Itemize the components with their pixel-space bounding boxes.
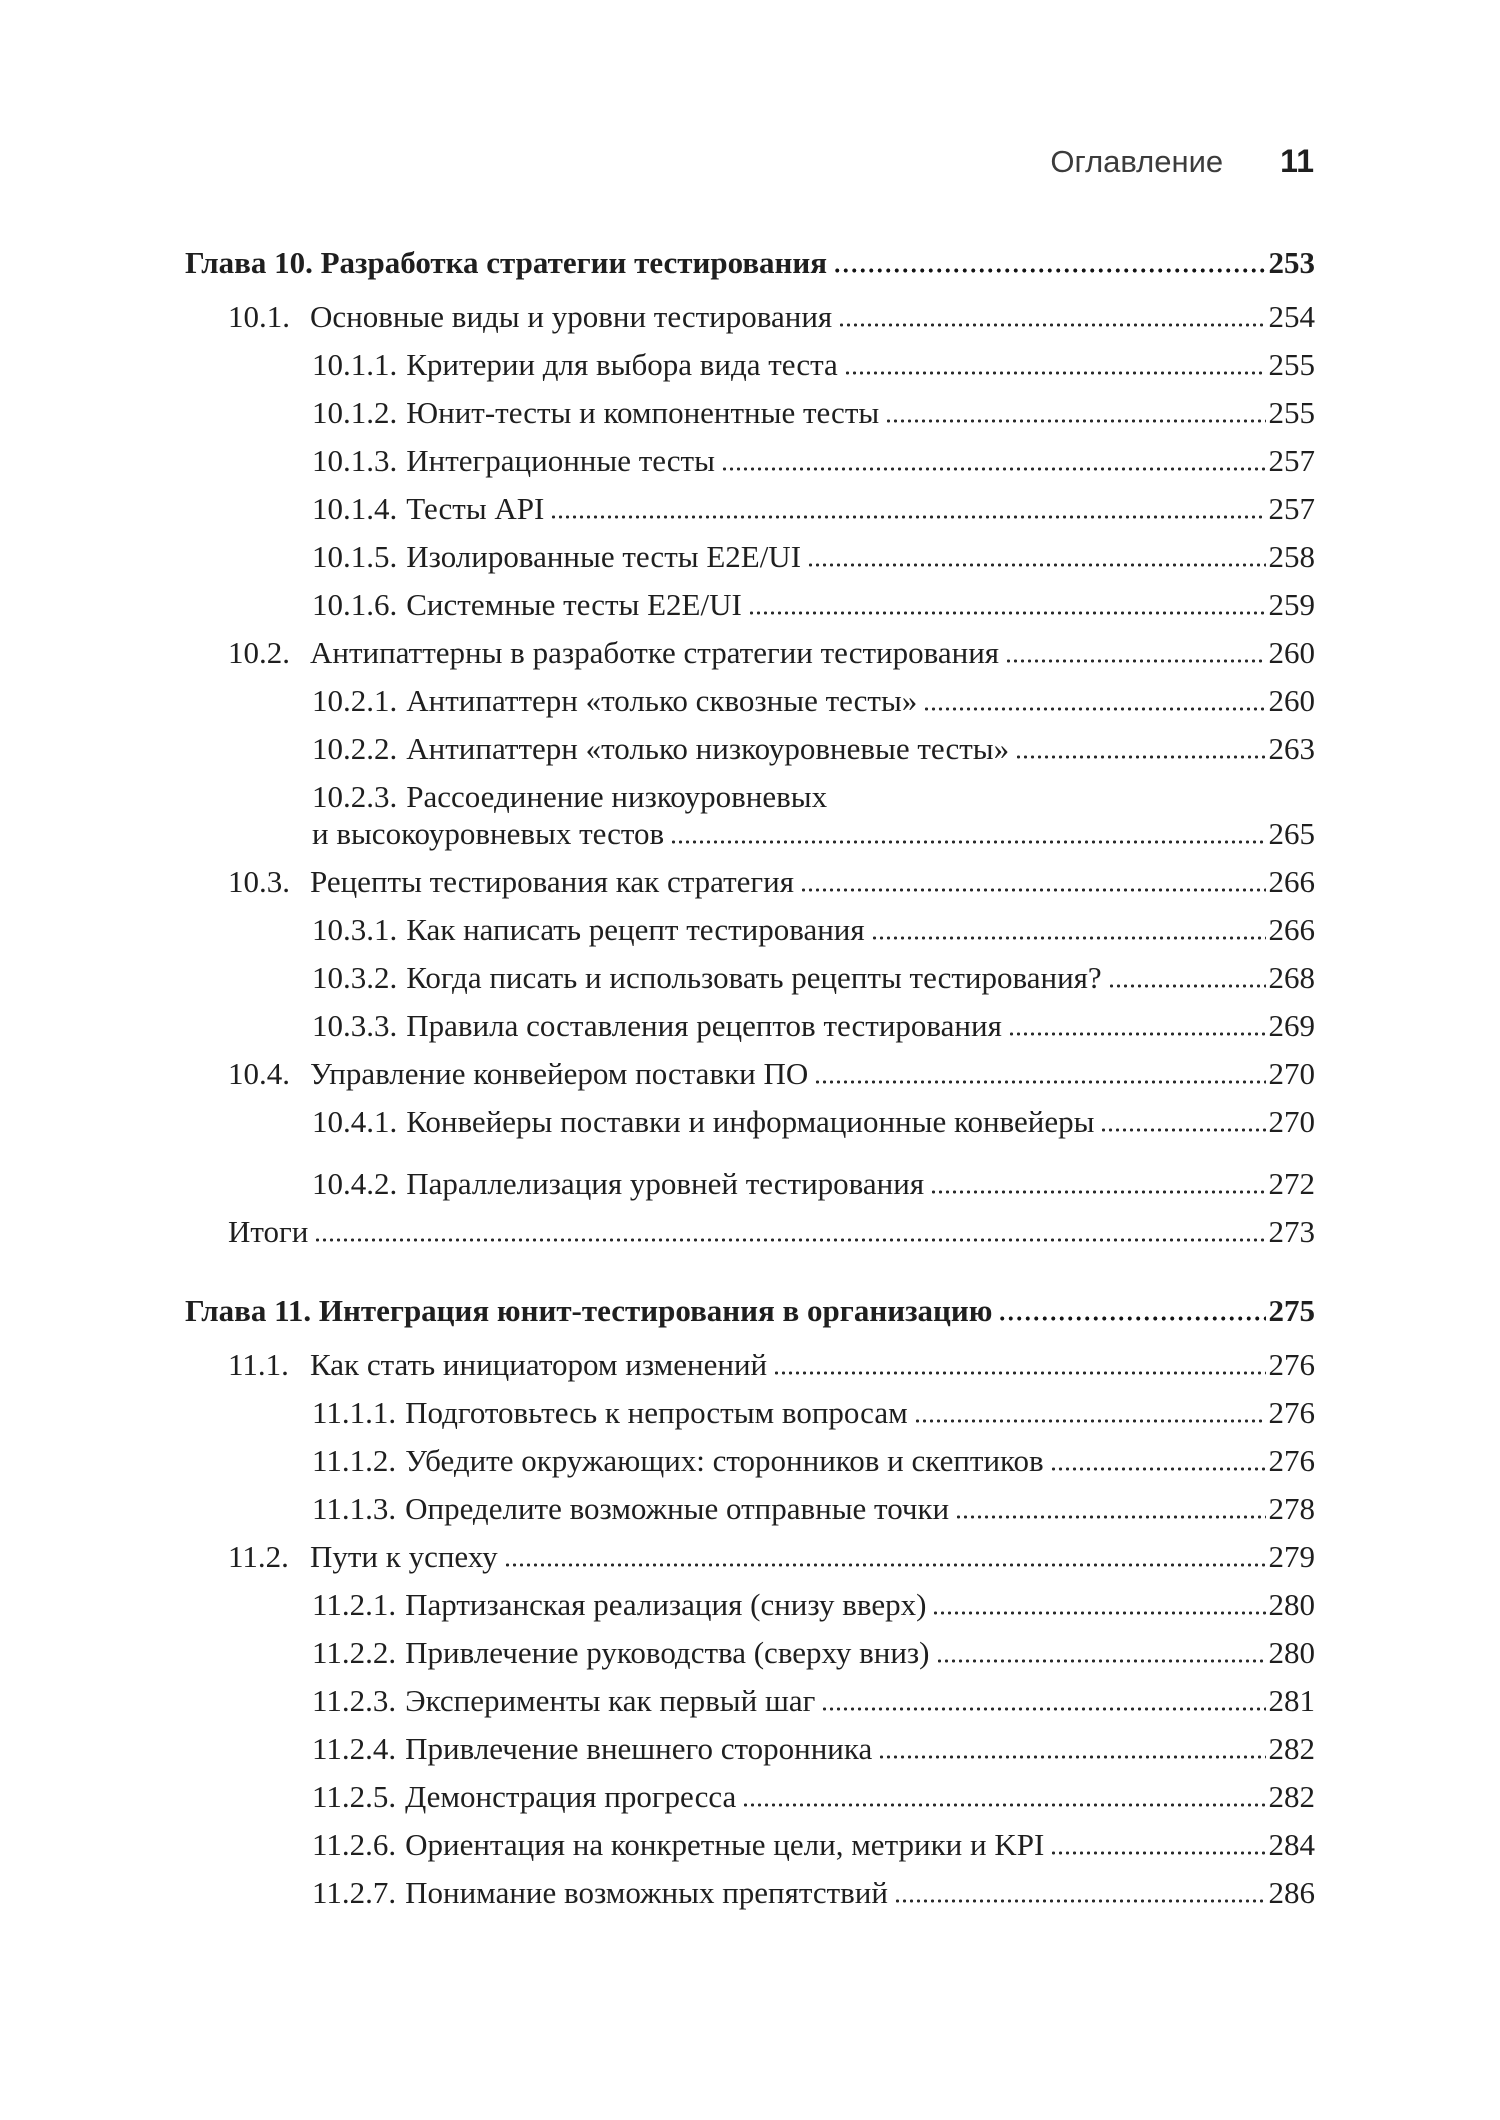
entry-number: 10.2. <box>228 634 290 670</box>
entry-title: Тесты API <box>406 490 545 526</box>
entry-page-number: 257 <box>1268 490 1315 526</box>
entry-page-number: 257 <box>1268 442 1315 478</box>
entry-number: 11.1. <box>228 1346 289 1382</box>
dot-leader <box>814 1080 1265 1084</box>
dot-leader <box>1050 1851 1265 1855</box>
entry-page-number: 255 <box>1268 346 1315 382</box>
toc-entry-10-1-3[interactable] <box>185 429 1315 477</box>
entry-title: Антипаттерн «только низкоуровневые тесты» <box>406 730 1010 766</box>
toc-entry-10-1-4[interactable] <box>185 477 1315 525</box>
chapter-label: Глава 10. Разработка стратегии тестирования <box>185 244 828 280</box>
toc-entry-11-2-7[interactable] <box>185 1861 1315 1909</box>
toc-entry-continuation[interactable] <box>185 813 1315 850</box>
entry-page-number: 270 <box>1268 1055 1315 1091</box>
dot-leader <box>1050 1467 1266 1471</box>
entry-number: 10.3.3. <box>312 1007 398 1043</box>
dot-leader <box>932 1611 1265 1615</box>
entry-title: Изолированные тесты E2E/UI <box>406 538 802 574</box>
entry-number: 11.2.6. <box>312 1826 397 1862</box>
toc-entry-10-3-1[interactable] <box>185 898 1315 946</box>
dot-leader <box>1108 984 1266 988</box>
entry-page-number: 282 <box>1268 1778 1315 1814</box>
entry-title: Определите возможные отправные точки <box>405 1490 950 1526</box>
dot-leader <box>936 1659 1266 1663</box>
entry-title: Интеграционные тесты <box>406 442 715 478</box>
entry-title: Понимание возможных препятствий <box>405 1874 888 1910</box>
entry-page-number: 270 <box>1268 1103 1315 1139</box>
toc-entry-10-4-2[interactable] <box>185 1152 1315 1200</box>
entry-title: Пути к успеху <box>310 1538 498 1574</box>
entry-title: Критерии для выбора вида теста <box>406 346 838 382</box>
entry-page-number: 266 <box>1268 911 1315 947</box>
entry-page-number: 268 <box>1268 959 1315 995</box>
entry-page-number: 281 <box>1268 1682 1315 1718</box>
entry-page-number: 273 <box>1268 1213 1315 1249</box>
entry-number: 10.3.1. <box>312 911 398 947</box>
dot-leader <box>742 1803 1265 1807</box>
dot-leader <box>833 268 1265 273</box>
entry-title: Партизанская реализация (снизу вверх) <box>405 1586 927 1622</box>
entry-number: 11.2. <box>228 1538 289 1574</box>
entry-title: Конвейеры поставки и информационные конвейеры <box>406 1103 1095 1139</box>
dot-leader <box>550 515 1265 519</box>
entry-page-number: 286 <box>1268 1874 1315 1910</box>
toc-entry-11-2-4[interactable] <box>185 1717 1315 1765</box>
dot-leader <box>1100 1128 1265 1132</box>
entry-page-number: 280 <box>1268 1586 1315 1622</box>
toc-entry-11-2-3[interactable] <box>185 1669 1315 1717</box>
entry-page-number: 276 <box>1268 1394 1315 1430</box>
entry-title: Параллелизация уровней тестирования <box>406 1165 925 1201</box>
toc-entry-10-2-1[interactable] <box>185 669 1315 717</box>
dot-leader <box>885 419 1265 423</box>
entry-title: Привлечение внешнего сторонника <box>405 1730 873 1766</box>
dot-leader <box>923 707 1265 711</box>
dot-leader <box>670 840 1265 844</box>
entry-title: Управление конвейером поставки ПО <box>310 1055 809 1091</box>
entry-page-number: 278 <box>1268 1490 1315 1526</box>
toc-entry-10-2[interactable] <box>185 621 1315 669</box>
toc-entry-11-2-2[interactable] <box>185 1621 1315 1669</box>
entry-page-number: 276 <box>1268 1346 1315 1382</box>
dot-leader <box>955 1515 1265 1519</box>
entry-number: 11.1.2. <box>312 1442 397 1478</box>
dot-leader <box>914 1419 1266 1423</box>
toc-entry-11-2-6[interactable] <box>185 1813 1315 1861</box>
entry-title: Итоги <box>228 1213 309 1249</box>
entry-title: Как написать рецепт тестирования <box>406 911 865 947</box>
entry-page-number: 254 <box>1268 298 1315 334</box>
entry-title: Когда писать и использовать рецепты тестирования? <box>406 959 1102 995</box>
entry-number: 10.1.5. <box>312 538 398 574</box>
entry-page-number: 265 <box>1268 815 1315 851</box>
chapter-page-number: 253 <box>1268 244 1315 280</box>
toc-entry-10-1-6[interactable] <box>185 573 1315 621</box>
toc-entry-11-2-5[interactable] <box>185 1765 1315 1813</box>
entry-title: Правила составления рецептов тестирования <box>406 1007 1002 1043</box>
entry-title: Ориентация на конкретные цели, метрики и KPI <box>405 1826 1045 1862</box>
dot-leader <box>878 1755 1265 1759</box>
toc-entry-11-1-1[interactable] <box>185 1381 1315 1429</box>
dot-leader <box>930 1190 1265 1194</box>
entry-title: Антипаттерны в разработке стратегии тестирования <box>310 634 1000 670</box>
dot-leader <box>894 1899 1266 1903</box>
entry-page-number: 269 <box>1268 1007 1315 1043</box>
entry-page-number: 266 <box>1268 863 1315 899</box>
entry-title: Привлечение руководства (сверху вниз) <box>405 1634 930 1670</box>
dot-leader <box>998 1316 1265 1321</box>
running-header-title: Оглавление <box>1050 144 1224 179</box>
dot-leader <box>1005 659 1265 663</box>
entry-page-number: 260 <box>1268 682 1315 718</box>
entry-number: 10.2.2. <box>312 730 398 766</box>
chapter-label: Глава 11. Интеграция юнит-тестирования в организацию <box>185 1292 993 1328</box>
toc-entry-10-1-2[interactable] <box>185 381 1315 429</box>
entry-title: Рассоединение низкоуровневых <box>406 778 828 814</box>
entry-title: Убедите окружающих: сторонников и скептиков <box>405 1442 1044 1478</box>
entry-title: Основные виды и уровни тестирования <box>310 298 833 334</box>
dot-leader <box>821 1707 1265 1711</box>
running-header <box>1050 143 1314 180</box>
dot-leader <box>838 323 1265 327</box>
toc-entry-11-1-3[interactable] <box>185 1477 1315 1525</box>
dot-leader <box>1008 1032 1266 1036</box>
entry-page-number: 258 <box>1268 538 1315 574</box>
entry-title: Эксперименты как первый шаг <box>405 1682 816 1718</box>
toc-chapter-row[interactable] <box>185 231 1315 279</box>
entry-title-continuation: и высокоуровневых тестов <box>312 815 665 851</box>
entry-title: Системные тесты E2E/UI <box>406 586 742 622</box>
toc-entry-11-1-2[interactable] <box>185 1429 1315 1477</box>
toc-entry-11-2-1[interactable] <box>185 1573 1315 1621</box>
running-header-page-number: 11 <box>1280 143 1314 179</box>
toc-entry-10-3[interactable] <box>185 850 1315 898</box>
entry-title: Антипаттерн «только сквозные тесты» <box>406 682 918 718</box>
dot-leader <box>844 371 1266 375</box>
entry-number: 11.1.1. <box>312 1394 397 1430</box>
dot-leader <box>1015 755 1265 759</box>
entry-number: 10.4. <box>228 1055 290 1091</box>
dot-leader <box>504 1563 1266 1567</box>
toc-list <box>185 231 1315 1909</box>
toc-entry-10-4[interactable] <box>185 1042 1315 1090</box>
entry-number: 11.1.3. <box>312 1490 397 1526</box>
entry-number: 11.2.5. <box>312 1778 397 1814</box>
dot-leader <box>807 563 1265 567</box>
toc-entry-10-1-5[interactable] <box>185 525 1315 573</box>
entry-page-number: 263 <box>1268 730 1315 766</box>
entry-title: Подготовьтесь к непростым вопросам <box>405 1394 908 1430</box>
toc-chapter-row[interactable] <box>185 1279 1315 1327</box>
entry-page-number: 279 <box>1268 1538 1315 1574</box>
entry-number: 11.2.4. <box>312 1730 397 1766</box>
entry-number: 10.2.3. <box>312 778 398 814</box>
entry-number: 11.2.3. <box>312 1682 397 1718</box>
toc-entry-10-4-1[interactable] <box>185 1090 1315 1138</box>
entry-title: Юнит-тесты и компонентные тесты <box>406 394 880 430</box>
entry-page-number: 259 <box>1268 586 1315 622</box>
entry-number: 11.2.2. <box>312 1634 397 1670</box>
dot-leader <box>800 888 1266 892</box>
toc-entry-10-2-2[interactable] <box>185 717 1315 765</box>
dot-leader <box>748 611 1266 615</box>
entry-number: 10.1.4. <box>312 490 398 526</box>
toc-entry-10-1[interactable] <box>185 285 1315 333</box>
entry-number: 11.2.7. <box>312 1874 397 1910</box>
entry-title: Рецепты тестирования как стратегия <box>310 863 794 899</box>
entry-number: 10.1.1. <box>312 346 398 382</box>
toc-entry-10-1-1[interactable] <box>185 333 1315 381</box>
entry-page-number: 282 <box>1268 1730 1315 1766</box>
entry-number: 10.3.2. <box>312 959 398 995</box>
chapter-page-number: 275 <box>1268 1292 1315 1328</box>
entry-page-number: 280 <box>1268 1634 1315 1670</box>
dot-leader <box>721 467 1266 471</box>
entry-number: 10.1. <box>228 298 290 334</box>
dot-leader <box>314 1238 1265 1242</box>
entry-page-number: 276 <box>1268 1442 1315 1478</box>
entry-title: Как стать инициатором изменений <box>310 1346 768 1382</box>
entry-title: Демонстрация прогресса <box>405 1778 737 1814</box>
toc-entry-summary[interactable] <box>185 1200 1315 1248</box>
entry-number: 10.4.1. <box>312 1103 398 1139</box>
toc-entry-11-1[interactable] <box>185 1333 1315 1381</box>
entry-number: 10.4.2. <box>312 1165 398 1201</box>
entry-number: 10.1.6. <box>312 586 398 622</box>
entry-number: 10.3. <box>228 863 290 899</box>
entry-page-number: 255 <box>1268 394 1315 430</box>
entry-number: 10.1.2. <box>312 394 398 430</box>
toc-entry-10-3-2[interactable] <box>185 946 1315 994</box>
entry-page-number: 260 <box>1268 634 1315 670</box>
entry-page-number: 272 <box>1268 1165 1315 1201</box>
entry-number: 11.2.1. <box>312 1586 397 1622</box>
entry-number: 10.1.3. <box>312 442 398 478</box>
toc-entry-10-2-3[interactable] <box>185 765 1315 813</box>
dot-leader <box>871 936 1266 940</box>
toc-entry-10-3-3[interactable] <box>185 994 1315 1042</box>
entry-page-number: 284 <box>1268 1826 1315 1862</box>
toc-entry-11-2[interactable] <box>185 1525 1315 1573</box>
entry-number: 10.2.1. <box>312 682 398 718</box>
dot-leader <box>773 1371 1265 1375</box>
